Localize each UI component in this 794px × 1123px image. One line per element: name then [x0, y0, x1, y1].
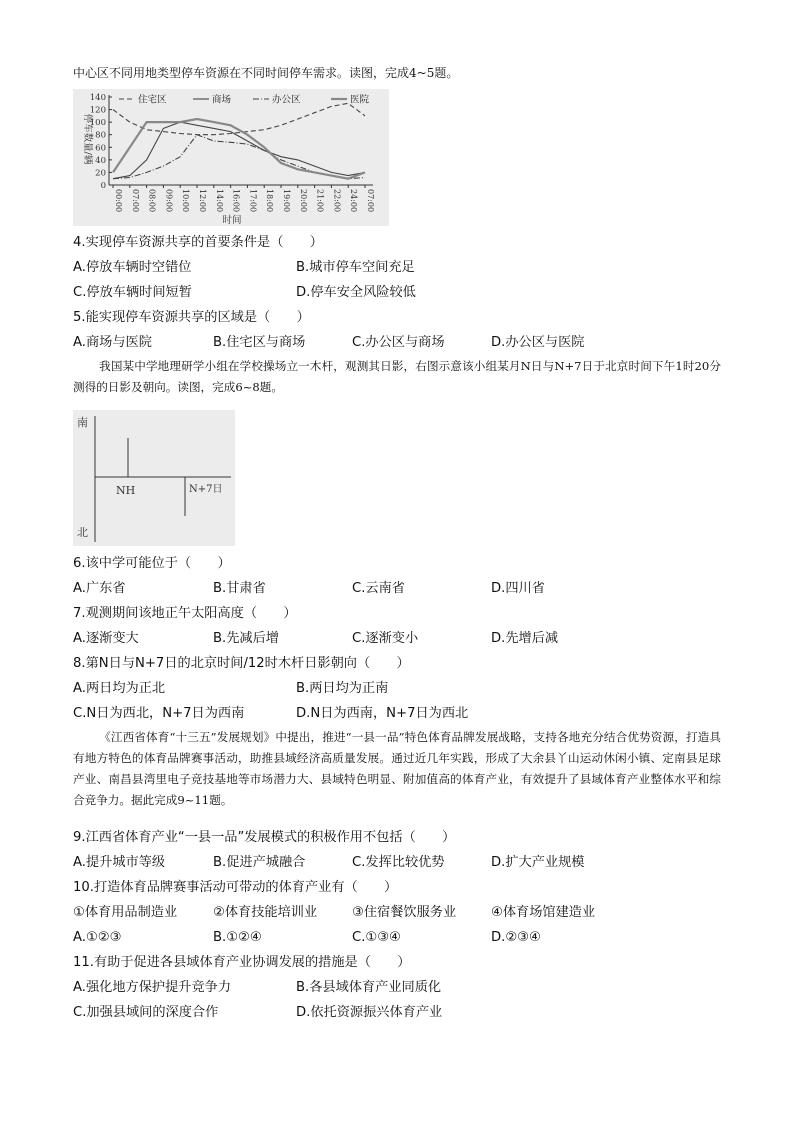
- x-tick-label: 20:00: [298, 189, 308, 213]
- q7-option-d[interactable]: D.先增后减: [491, 631, 559, 646]
- x-tick-label: 08:00: [147, 189, 157, 213]
- q8-options: [73, 680, 773, 698]
- x-tick-label: 17:00: [248, 189, 258, 213]
- y-tick-label: 100: [89, 118, 106, 129]
- q10-item-1: ①体育用品制造业: [73, 905, 178, 920]
- q9-options: [73, 854, 773, 872]
- y-tick-label: 40: [95, 155, 106, 166]
- q5-option-b[interactable]: B.住宅区与商场: [213, 335, 306, 350]
- q4-option-b[interactable]: B.城市停车空间充足: [296, 260, 415, 275]
- q6-option-d[interactable]: D.四川省: [491, 581, 545, 596]
- q10-item-3: ③住宿餐饮服务业: [352, 905, 457, 920]
- q4-option-a[interactable]: A.停放车辆时空错位: [73, 260, 192, 275]
- q7-options: [73, 630, 773, 648]
- x-tick-label: 07:00: [366, 189, 375, 213]
- q10-option-b[interactable]: B.①②④: [213, 930, 262, 945]
- intro-q4-5: 中心区不同用地类型停车资源在不同时间停车需求。读图，完成4~5题。: [73, 66, 459, 80]
- q11-stem: 11.有助于促进各县域体育产业协调发展的措施是（ ）: [73, 955, 411, 970]
- q10-item-2: ②体育技能培训业: [213, 905, 318, 920]
- q9-option-c[interactable]: C.发挥比较优势: [352, 855, 445, 870]
- q11-option-c[interactable]: C.加强县域间的深度合作: [73, 1005, 219, 1020]
- y-tick-label: 0: [100, 181, 106, 191]
- q10-options: [73, 929, 773, 947]
- x-tick-label: 07:00: [130, 189, 140, 213]
- parking-chart: [73, 89, 389, 226]
- series-line: [113, 135, 365, 179]
- q10-item-4: ④体育场馆建造业: [491, 905, 596, 920]
- x-tick-label: 24:00: [349, 189, 359, 213]
- q10-option-a[interactable]: A.①②③: [73, 930, 122, 945]
- q5-option-a[interactable]: A.商场与医院: [73, 335, 152, 350]
- q7-option-b[interactable]: B.先减后增: [213, 631, 279, 646]
- q9-stem: 9.江西省体育产业“一县一品”发展模式的积极作用不包括（ ）: [73, 830, 456, 845]
- intro-q9-11: 《江西省体育“十三五”发展规划》中提出，推进“一县一品”特色体育品牌发展战略，支持各地充分结合优势资源，打造具有地方特色的体育品牌赛事活动，助推县域经济高质量发展。通过近几年实践，形成了大余县丫山运动休闲小镇、定南县足球产业、南昌县湾里电子竞技基地等市场潜力大、县域特色明显、附加值高的体育产业，有效提升了县域体育产业整体水平和综合竞争力。据此完成9~11题。: [73, 730, 721, 807]
- q4-stem: 4.实现停车资源共享的首要条件是（ ）: [73, 235, 323, 250]
- q6-option-a[interactable]: A.广东省: [73, 581, 126, 596]
- q6-options: [73, 580, 773, 598]
- q11-options: [73, 979, 773, 997]
- q9-option-b[interactable]: B.促进产城融合: [213, 855, 306, 870]
- q8-stem: 8.第N日与N+7日的北京时间/12时木杆日影朝向（ ）: [73, 656, 410, 671]
- q11-options-row2: [73, 1004, 773, 1022]
- y-axis-label: 停车数量/辆: [82, 113, 93, 165]
- north-label: 北: [77, 526, 88, 539]
- label-day-n7: N+7日: [189, 484, 223, 495]
- q8-option-b[interactable]: B.两日均为正南: [296, 681, 389, 696]
- q7-option-c[interactable]: C.逐渐变小: [352, 631, 419, 646]
- q11-option-a[interactable]: A.强化地方保护提升竞争力: [73, 980, 232, 995]
- intro-q6-8: 我国某中学地理研学小组在学校操场立一木杆，观测其日影，右图示意该小组某月N日与N+7日于北京时间下午1时20分测得的日影及朝向。读图，完成6~8题。: [73, 359, 721, 394]
- q10-option-c[interactable]: C.①③④: [352, 930, 401, 945]
- q9-option-a[interactable]: A.提升城市等级: [73, 855, 166, 870]
- legend-label: 商场: [212, 94, 232, 106]
- south-label: 南: [77, 416, 88, 429]
- q9-option-d[interactable]: D.扩大产业规模: [491, 855, 585, 870]
- q10-items: [73, 904, 773, 922]
- x-tick-label: 18:00: [265, 189, 275, 213]
- parking-chart-svg: [73, 89, 389, 226]
- y-tick-label: 60: [95, 143, 106, 154]
- legend-label: 办公区: [272, 94, 301, 106]
- legend-label: 住宅区: [138, 94, 167, 106]
- x-tick-label: 12:00: [198, 189, 207, 213]
- q10-stem: 10.打造体育品牌赛事活动可带动的体育产业有（ ）: [73, 880, 398, 895]
- y-tick-label: 80: [95, 130, 106, 141]
- y-tick-label: 20: [95, 168, 106, 179]
- q8-option-a[interactable]: A.两日均为正北: [73, 681, 166, 696]
- q7-option-a[interactable]: A.逐渐变大: [73, 631, 139, 646]
- shadow-figure: [73, 410, 235, 546]
- y-tick-label: 140: [89, 93, 106, 103]
- label-day-n: NH: [116, 484, 136, 497]
- q6-option-b[interactable]: B.甘肃省: [213, 581, 266, 596]
- q4-options: [73, 259, 773, 277]
- x-tick-label: 16:00: [231, 189, 241, 213]
- x-tick-label: 09:00: [164, 189, 174, 213]
- q11-option-d[interactable]: D.依托资源振兴体育产业: [296, 1005, 443, 1020]
- q5-option-d[interactable]: D.办公区与医院: [491, 335, 585, 350]
- q5-option-c[interactable]: C.办公区与商场: [352, 335, 445, 350]
- shadow-figure-svg: [73, 410, 235, 546]
- x-tick-label: 00:00: [114, 189, 123, 213]
- x-axis-label: 时间: [222, 215, 242, 226]
- series-line: [113, 119, 365, 179]
- q4-options-row2: [73, 284, 773, 302]
- x-tick-label: 14:00: [214, 189, 224, 213]
- q6-option-c[interactable]: C.云南省: [352, 581, 405, 596]
- q7-stem: 7.观测期间该地正午太阳高度（ ）: [73, 606, 297, 621]
- q8-options-row2: [73, 705, 773, 723]
- y-tick-label: 120: [89, 105, 106, 116]
- q8-option-d[interactable]: D.N日为西南，N+7日为西北: [296, 706, 469, 721]
- q8-option-c[interactable]: C.N日为西北，N+7日为西南: [73, 706, 245, 721]
- q4-option-d[interactable]: D.停车安全风险较低: [296, 285, 416, 300]
- q6-stem: 6.该中学可能位于（ ）: [73, 556, 231, 571]
- x-tick-label: 19:00: [282, 189, 291, 213]
- q5-options: [73, 334, 773, 352]
- q11-option-b[interactable]: B.各县域体育产业同质化: [296, 980, 442, 995]
- x-tick-label: 21:00: [315, 189, 325, 213]
- q5-stem: 5.能实现停车资源共享的区域是（ ）: [73, 310, 310, 325]
- q4-option-c[interactable]: C.停放车辆时间短暂: [73, 285, 192, 300]
- q10-option-d[interactable]: D.②③④: [491, 930, 541, 945]
- x-tick-label: 22:00: [332, 189, 342, 213]
- legend-label: 医院: [350, 94, 370, 106]
- x-tick-label: 10:00: [181, 189, 191, 213]
